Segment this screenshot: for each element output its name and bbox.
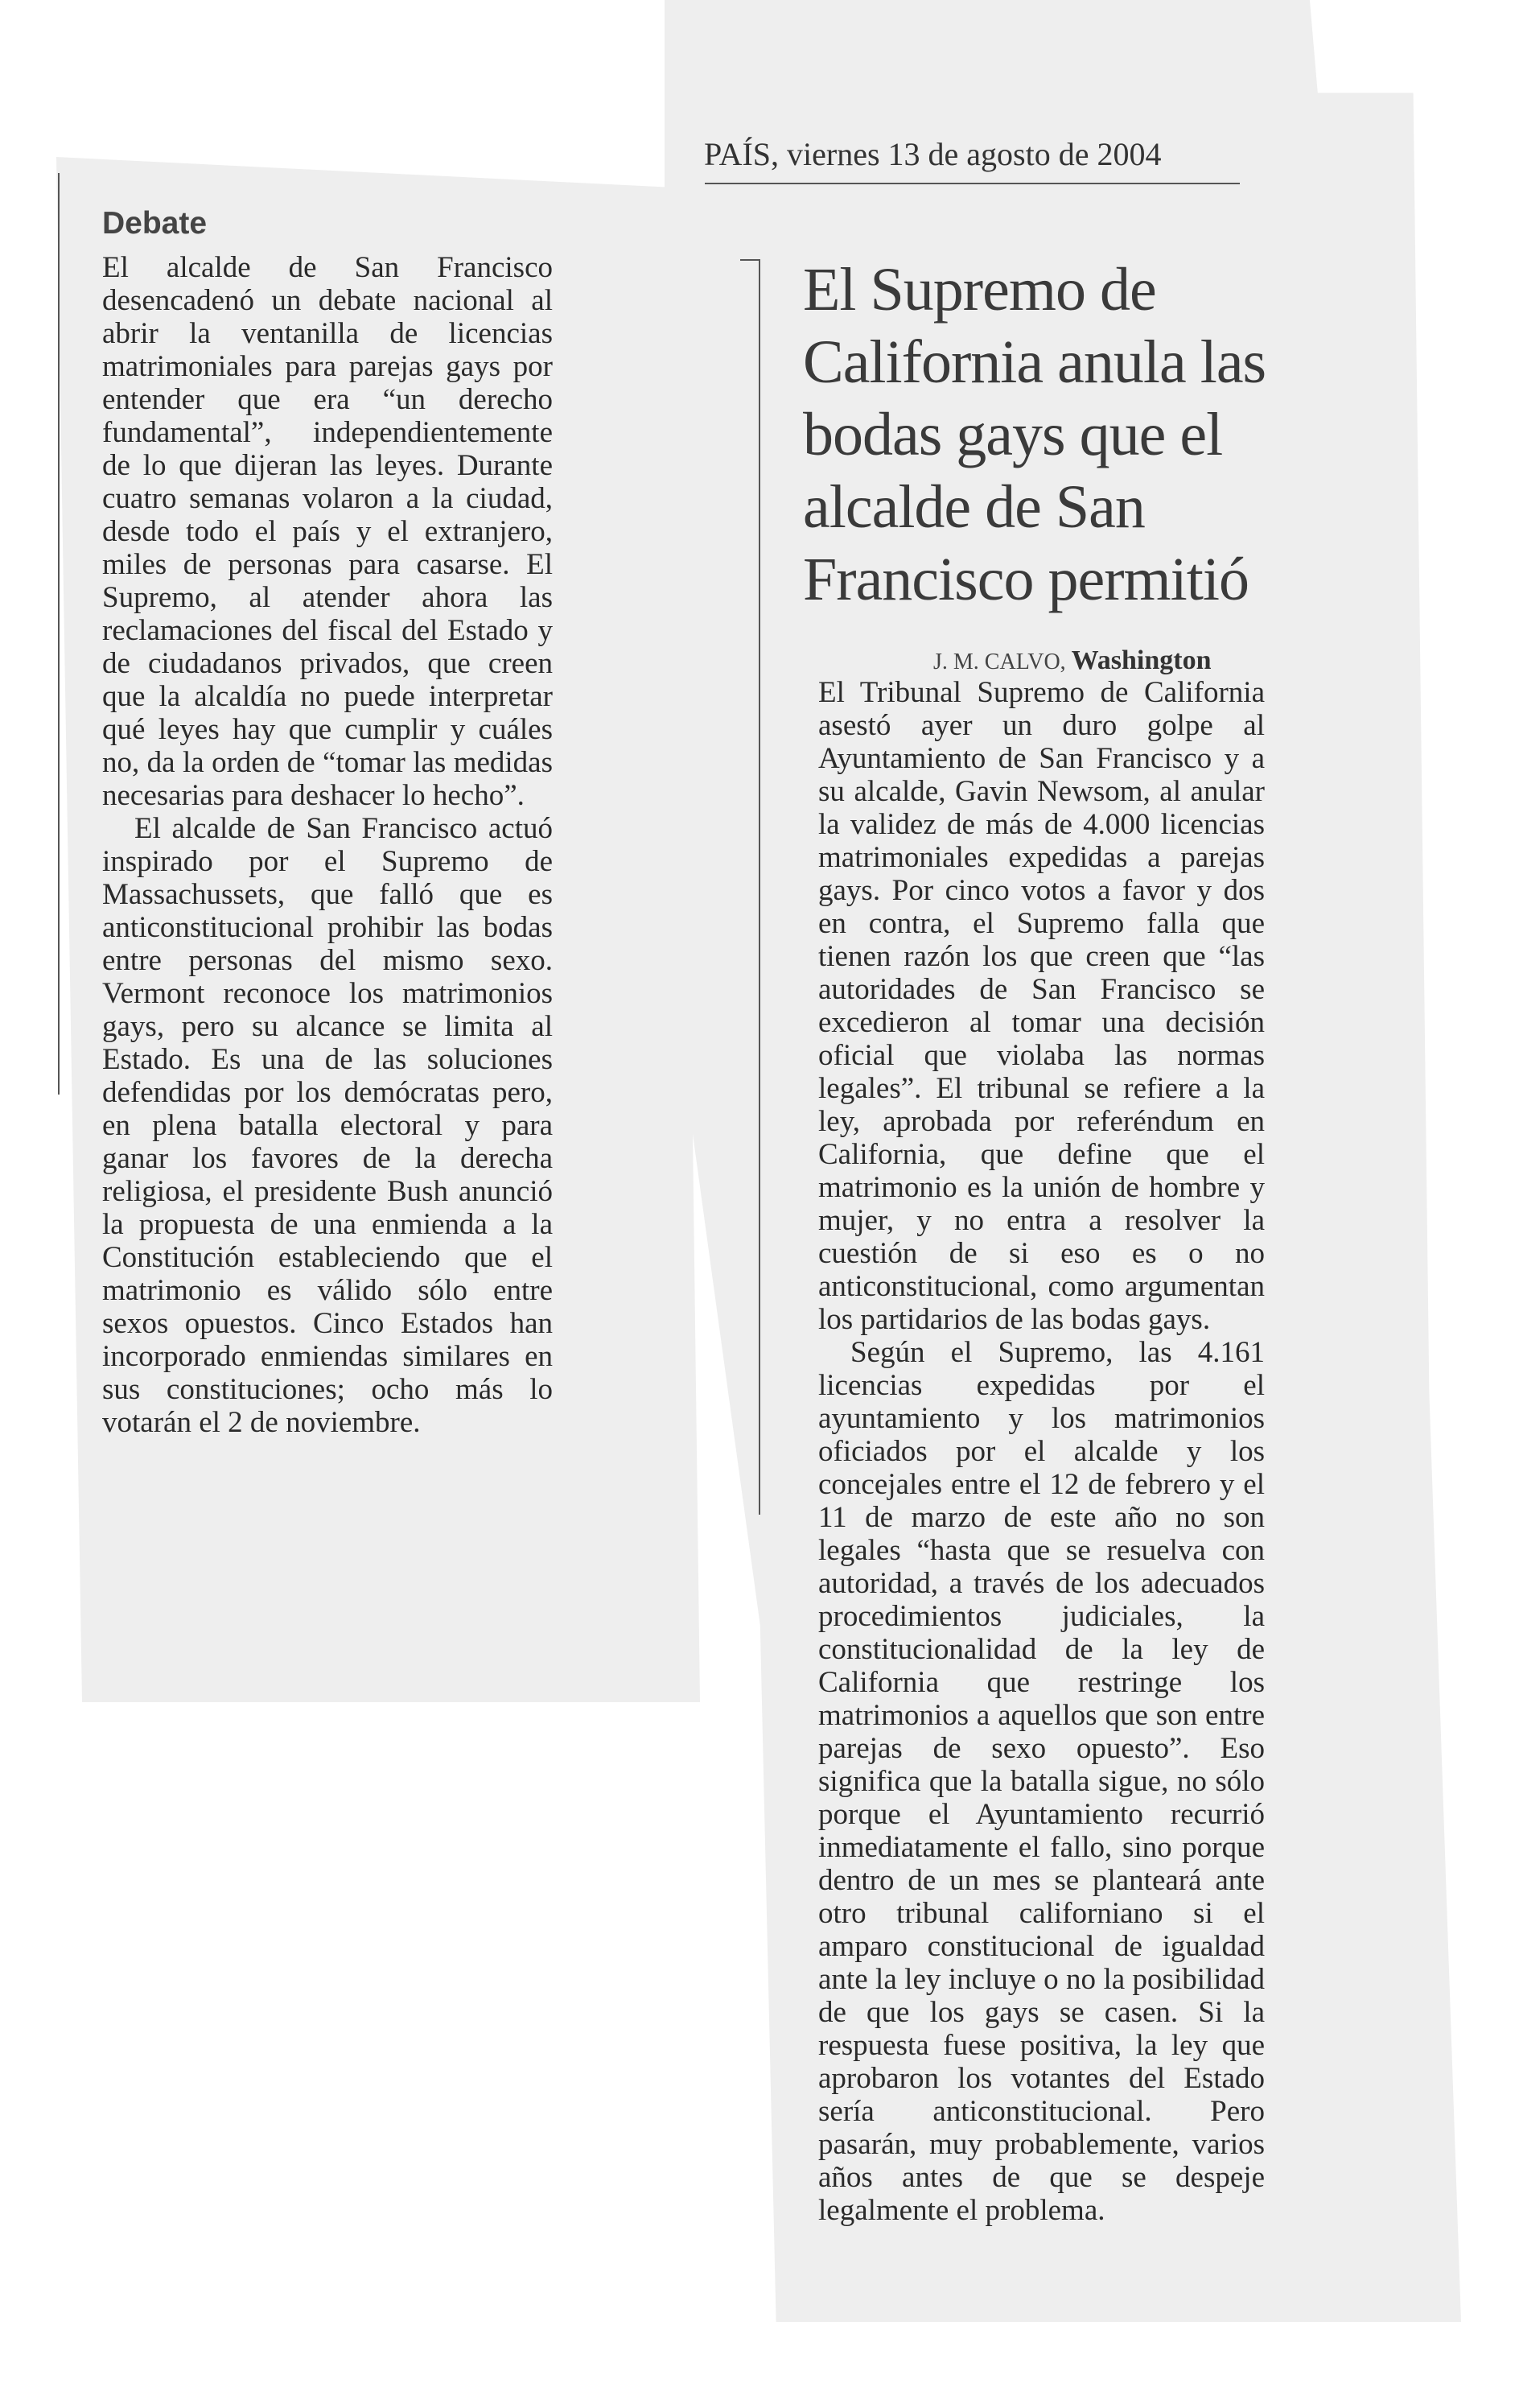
article-left-rule [759, 259, 760, 1515]
sidebar-paragraph: El alcalde de San Francisco desencadenó un debate nacional al abrir la ventanilla de licencias matrimoniales para parejas gays por entender que era “un derecho fundamental”, independientemente de lo que dijeran las leyes. Durante cuatro semanas volaron a la ciudad, desde todo el país y el extranjero, miles de personas para casarse. El Supremo, al atender ahora las reclamaciones del fiscal del Estado y de ciudadanos privados, que creen que la alcaldía no puede interpretar qué leyes hay que cumplir y cuáles no, da la orden de “tomar las medidas necesarias para deshacer lo hecho”. [102, 251, 553, 812]
sidebar-left-rule [58, 173, 60, 1095]
article-top-rule [740, 259, 760, 261]
sidebar-title: Debate [102, 206, 208, 241]
article-paragraph: Según el Supremo, las 4.161 licencias expedidas por el ayuntamiento y los matrimonios oficiados por el alcalde y los concejales entre el 12 de febrero y el 11 de marzo de este año no son legales “hasta que se resuelva con autoridad, a través de los adecuados procedimientos judiciales, la constitucionalidad de la ley de California que restringe los matrimonios a aquellos que son entre parejas de sexo opuesto”. Eso significa que la batalla sigue, no sólo porque el Ayuntamiento recurrió inmediatamente el fallo, sino porque dentro de un mes se planteará ante otro tribunal californiano si el amparo constitucional de igualdad ante la ley incluye o no la posibilidad de que los gays se casen. Si la respuesta fuese positiva, la ley que aprobaron los votantes del Estado sería anticonstitucional. Pero pasarán, muy probablemente, varios años antes de que se despeje legalmente el problema. [818, 1336, 1265, 2227]
article-byline [933, 645, 1212, 676]
newspaper-header: PAÍS, viernes 13 de agosto de 2004 [704, 136, 1162, 172]
sidebar-paragraph: El alcalde de San Francisco actuó inspirado por el Supremo de Massachussets, que falló que es anticonstitucional prohibir las bodas entre personas del mismo sexo. Vermont reconoce los matrimonios gays, pero su alcance se limita al Estado. Es una de las soluciones defendidas por los demócratas pero, en plena batalla electoral y para ganar los favores de la derecha religiosa, el presidente Bush anunció la propuesta de una enmienda a la Constitución estableciendo que el matrimonio es válido sólo entre sexos opuestos. Cinco Estados han incorporado enmiendas similares en sus constituciones; ocho más lo votarán el 2 de noviembre. [102, 812, 553, 1439]
byline-place: Washington [1071, 645, 1212, 675]
byline-author: J. M. CALVO, [933, 649, 1066, 674]
sidebar-body [102, 251, 553, 1439]
article-paragraph: El Tribunal Supremo de California asestó ayer un duro golpe al Ayuntamiento de San Francisco y a su alcalde, Gavin Newsom, al anular la validez de más de 4.000 licencias matrimoniales expedidas a parejas gays. Por cinco votos a favor y dos en contra, el Supremo falla que tienen razón los que creen que “las autoridades de San Francisco se excedieron al tomar una decisión oficial que violaba las normas legales”. El tribunal se refiere a la ley, aprobada por referéndum en California, que define que el matrimonio es la unión de hombre y mujer, y no entra a resolver la cuestión de si eso es o no anticonstitucional, como argumentan los partidarios de las bodas gays. [818, 676, 1265, 1336]
article-body [818, 676, 1265, 2227]
header-underline [705, 183, 1240, 184]
article-headline: El Supremo de California anula las bodas gays que el alcalde de San Francisco permitió [803, 256, 1266, 613]
